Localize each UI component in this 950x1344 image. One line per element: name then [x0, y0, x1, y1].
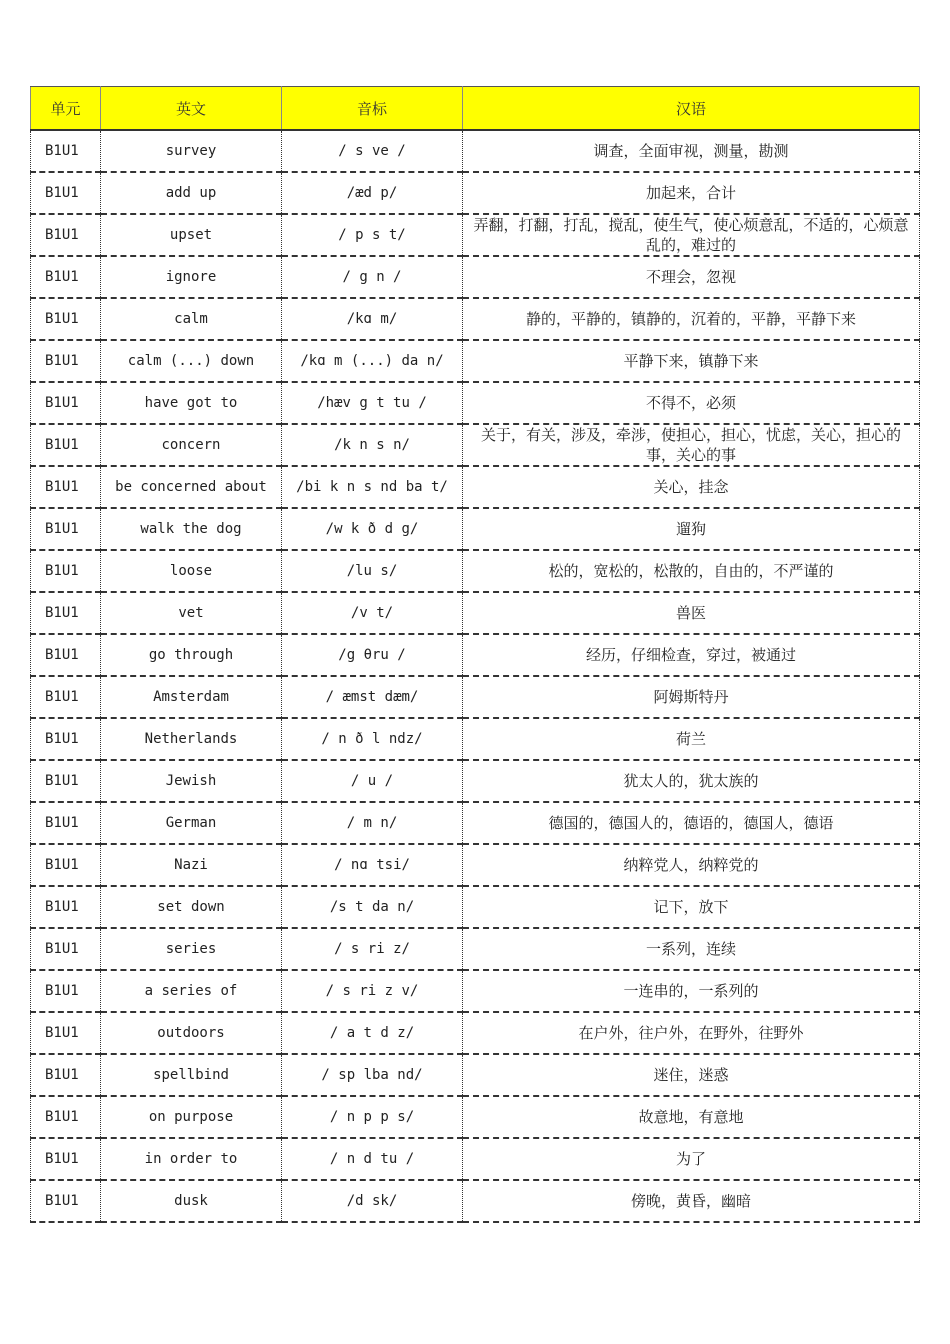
table-row [31, 382, 920, 424]
table-row [31, 424, 920, 466]
cell-unit: B1U1 [31, 340, 101, 382]
table-row [31, 466, 920, 508]
header-phonetic: 音标 [282, 87, 463, 131]
cell-unit: B1U1 [31, 886, 101, 928]
cell-english: dusk [101, 1180, 282, 1222]
cell-english: in order to [101, 1138, 282, 1180]
cell-chinese: 一连串的，一系列的 [463, 970, 920, 1012]
cell-phonetic: / a t d z/ [282, 1012, 463, 1054]
table-row [31, 172, 920, 214]
cell-phonetic: /g θru / [282, 634, 463, 676]
cell-phonetic: /æd p/ [282, 172, 463, 214]
cell-phonetic: / nɑ tsi/ [282, 844, 463, 886]
cell-unit: B1U1 [31, 676, 101, 718]
cell-english: German [101, 802, 282, 844]
cell-phonetic: /lu s/ [282, 550, 463, 592]
cell-chinese: 迷住，迷惑 [463, 1054, 920, 1096]
cell-unit: B1U1 [31, 424, 101, 466]
cell-phonetic: /v t/ [282, 592, 463, 634]
cell-chinese: 弄翻，打翻，打乱，搅乱，使生气，使心烦意乱，不适的，心烦意乱的，难过的 [463, 214, 920, 256]
cell-phonetic: / m n/ [282, 802, 463, 844]
cell-chinese: 傍晚，黄昏，幽暗 [463, 1180, 920, 1222]
header-unit: 单元 [31, 87, 101, 131]
table-row [31, 634, 920, 676]
cell-unit: B1U1 [31, 1054, 101, 1096]
cell-phonetic: / s ri z v/ [282, 970, 463, 1012]
cell-unit: B1U1 [31, 1180, 101, 1222]
cell-english: survey [101, 130, 282, 172]
cell-phonetic: / sp lba nd/ [282, 1054, 463, 1096]
cell-phonetic: /k n s n/ [282, 424, 463, 466]
cell-unit: B1U1 [31, 802, 101, 844]
cell-phonetic: / æmst dæm/ [282, 676, 463, 718]
cell-chinese: 德国的，德国人的，德语的，德国人，德语 [463, 802, 920, 844]
cell-phonetic: / n p p s/ [282, 1096, 463, 1138]
table-row [31, 1012, 920, 1054]
cell-english: upset [101, 214, 282, 256]
cell-english: Nazi [101, 844, 282, 886]
cell-chinese: 在户外，往户外，在野外，往野外 [463, 1012, 920, 1054]
cell-chinese: 经历，仔细检查，穿过，被通过 [463, 634, 920, 676]
cell-unit: B1U1 [31, 172, 101, 214]
cell-english: add up [101, 172, 282, 214]
cell-chinese: 不理会，忽视 [463, 256, 920, 298]
header-chinese: 汉语 [463, 87, 920, 131]
cell-phonetic: / n ð l ndz/ [282, 718, 463, 760]
table-row [31, 1054, 920, 1096]
cell-chinese: 不得不，必须 [463, 382, 920, 424]
table-row [31, 1096, 920, 1138]
cell-phonetic: /hæv g t tu / [282, 382, 463, 424]
cell-phonetic: / n d tu / [282, 1138, 463, 1180]
cell-chinese: 松的，宽松的，松散的，自由的，不严谨的 [463, 550, 920, 592]
cell-phonetic: /w k ð d g/ [282, 508, 463, 550]
cell-phonetic: / g n / [282, 256, 463, 298]
vocabulary-rows [31, 130, 920, 1222]
table-row [31, 256, 920, 298]
table-row [31, 802, 920, 844]
cell-chinese: 关于，有关，涉及，牵涉，使担心，担心，忧虑，关心，担心的事，关心的事 [463, 424, 920, 466]
cell-english: have got to [101, 382, 282, 424]
cell-english: loose [101, 550, 282, 592]
cell-unit: B1U1 [31, 592, 101, 634]
cell-chinese: 静的，平静的，镇静的，沉着的，平静，平静下来 [463, 298, 920, 340]
cell-unit: B1U1 [31, 970, 101, 1012]
cell-phonetic: / s ve / [282, 130, 463, 172]
cell-chinese: 关心，挂念 [463, 466, 920, 508]
cell-unit: B1U1 [31, 1012, 101, 1054]
cell-chinese: 故意地，有意地 [463, 1096, 920, 1138]
cell-chinese: 犹太人的，犹太族的 [463, 760, 920, 802]
header-row [31, 87, 920, 131]
cell-chinese: 兽医 [463, 592, 920, 634]
cell-english: Jewish [101, 760, 282, 802]
table-row [31, 928, 920, 970]
cell-phonetic: /bi k n s nd ba t/ [282, 466, 463, 508]
table-row [31, 970, 920, 1012]
cell-english: series [101, 928, 282, 970]
cell-chinese: 记下，放下 [463, 886, 920, 928]
table-row [31, 214, 920, 256]
cell-chinese: 平静下来，镇静下来 [463, 340, 920, 382]
cell-english: calm [101, 298, 282, 340]
cell-english: walk the dog [101, 508, 282, 550]
cell-unit: B1U1 [31, 466, 101, 508]
table-row [31, 592, 920, 634]
cell-english: on purpose [101, 1096, 282, 1138]
cell-chinese: 遛狗 [463, 508, 920, 550]
cell-chinese: 调查，全面审视，测量，勘测 [463, 130, 920, 172]
cell-english: Netherlands [101, 718, 282, 760]
cell-unit: B1U1 [31, 382, 101, 424]
cell-english: concern [101, 424, 282, 466]
cell-phonetic: / p s t/ [282, 214, 463, 256]
cell-english: spellbind [101, 1054, 282, 1096]
table-row [31, 676, 920, 718]
cell-unit: B1U1 [31, 256, 101, 298]
cell-english: Amsterdam [101, 676, 282, 718]
cell-unit: B1U1 [31, 634, 101, 676]
table-row [31, 130, 920, 172]
cell-phonetic: /kɑ m/ [282, 298, 463, 340]
cell-english: ignore [101, 256, 282, 298]
cell-unit: B1U1 [31, 928, 101, 970]
table-row [31, 886, 920, 928]
cell-unit: B1U1 [31, 1138, 101, 1180]
cell-english: set down [101, 886, 282, 928]
cell-english: vet [101, 592, 282, 634]
cell-chinese: 加起来，合计 [463, 172, 920, 214]
table-row [31, 718, 920, 760]
table-row [31, 760, 920, 802]
table-row [31, 508, 920, 550]
cell-phonetic: / s ri z/ [282, 928, 463, 970]
cell-english: outdoors [101, 1012, 282, 1054]
table-row [31, 550, 920, 592]
table-row [31, 1138, 920, 1180]
cell-english: a series of [101, 970, 282, 1012]
table-row [31, 340, 920, 382]
cell-unit: B1U1 [31, 718, 101, 760]
cell-english: calm (...) down [101, 340, 282, 382]
header-english: 英文 [101, 87, 282, 131]
cell-english: go through [101, 634, 282, 676]
cell-chinese: 纳粹党人，纳粹党的 [463, 844, 920, 886]
table-row [31, 298, 920, 340]
cell-english: be concerned about [101, 466, 282, 508]
cell-phonetic: /kɑ m (...) da n/ [282, 340, 463, 382]
cell-unit: B1U1 [31, 508, 101, 550]
cell-chinese: 阿姆斯特丹 [463, 676, 920, 718]
cell-chinese: 为了 [463, 1138, 920, 1180]
cell-chinese: 荷兰 [463, 718, 920, 760]
cell-phonetic: /s t da n/ [282, 886, 463, 928]
cell-phonetic: /d sk/ [282, 1180, 463, 1222]
cell-phonetic: / u / [282, 760, 463, 802]
cell-chinese: 一系列，连续 [463, 928, 920, 970]
table-row [31, 844, 920, 886]
cell-unit: B1U1 [31, 844, 101, 886]
cell-unit: B1U1 [31, 1096, 101, 1138]
cell-unit: B1U1 [31, 130, 101, 172]
vocabulary-table [30, 86, 920, 1223]
cell-unit: B1U1 [31, 760, 101, 802]
cell-unit: B1U1 [31, 550, 101, 592]
cell-unit: B1U1 [31, 214, 101, 256]
table-row [31, 1180, 920, 1222]
cell-unit: B1U1 [31, 298, 101, 340]
